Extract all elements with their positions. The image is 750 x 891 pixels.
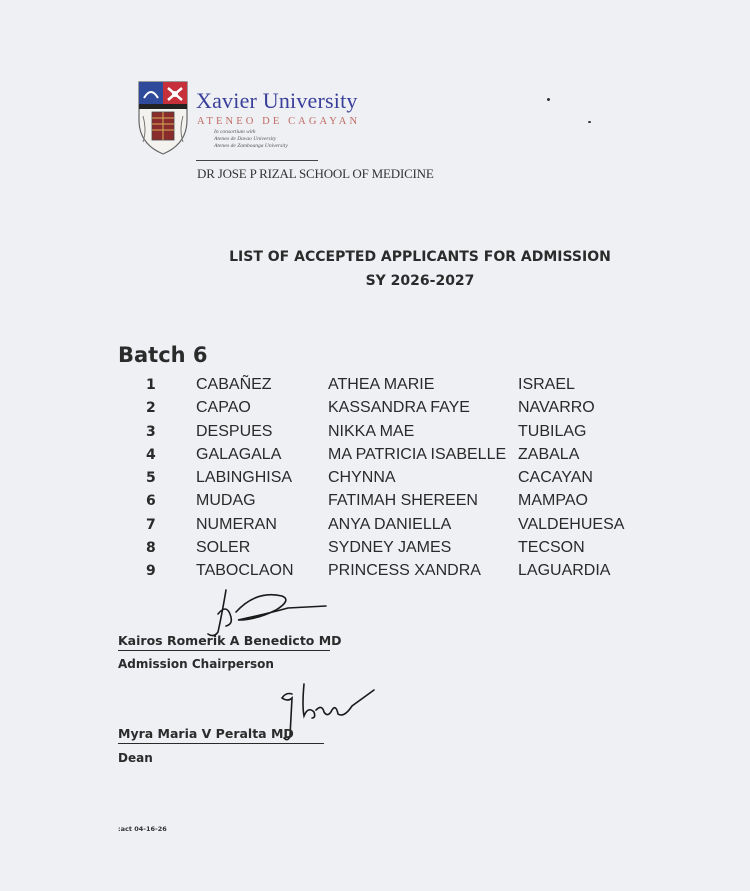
consortium-line: Ateneo de Zamboanga University (214, 143, 288, 149)
applicant-first-name: CHYNNA (328, 469, 396, 487)
signatory-role: Dean (118, 751, 153, 765)
applicant-last-name: MUDAG (196, 492, 256, 510)
applicant-middle-name: CACAYAN (518, 469, 593, 487)
applicant-first-name: SYDNEY JAMES (328, 539, 452, 557)
applicant-last-name: NUMERAN (196, 515, 277, 533)
applicant-last-name: CABAÑEZ (196, 376, 272, 393)
applicant-number: 9 (146, 563, 156, 580)
signature-line (118, 743, 324, 744)
applicant-first-name: MA PATRICIA ISABELLE (328, 445, 507, 463)
batch-heading: Batch 6 (118, 343, 208, 367)
applicant-first-name: ANYA DANIELLA (328, 515, 452, 533)
school-year: SY 2026-2027 (365, 273, 475, 289)
applicant-last-name: DESPUES (196, 422, 273, 440)
signatory-name: Myra Maria V Peralta MD (118, 726, 294, 741)
consortium-line: In consortium with (214, 129, 256, 135)
consortium-note (214, 129, 288, 150)
letterhead-rule (196, 160, 318, 161)
applicant-middle-name: TECSON (518, 539, 585, 557)
applicant-row (0, 560, 750, 583)
applicant-number: 3 (146, 423, 156, 440)
applicant-first-name: ATHEA MARIE (328, 376, 435, 393)
applicant-last-name: SOLER (196, 539, 251, 557)
applicant-number: 4 (146, 446, 156, 463)
scan-speck (547, 98, 550, 101)
applicant-row (0, 467, 750, 490)
applicant-last-name: CAPAO (196, 399, 251, 417)
signature-benedicto (196, 584, 336, 640)
applicant-first-name: PRINCESS XANDRA (328, 562, 481, 580)
university-crest-icon (137, 80, 189, 156)
applicant-middle-name: LAGUARDIA (518, 562, 611, 580)
applicant-number: 5 (146, 470, 156, 487)
consortium-line: Ateneo de Davao University (214, 136, 277, 142)
applicant-row (0, 374, 750, 397)
applicant-row (0, 421, 750, 444)
applicant-middle-name: MAMPAO (518, 492, 588, 510)
applicant-number: 8 (146, 540, 156, 557)
applicant-list (0, 374, 750, 584)
document-footer-code: :act 04-16-26 (118, 825, 167, 833)
applicant-middle-name: ISRAEL (518, 376, 575, 393)
applicant-last-name: LABINGHISA (196, 469, 293, 487)
applicant-number: 2 (146, 400, 156, 417)
applicant-number: 6 (146, 493, 156, 510)
applicant-row (0, 537, 750, 560)
applicant-row (0, 490, 750, 513)
applicant-row (0, 397, 750, 420)
applicant-first-name: FATIMAH SHEREEN (328, 492, 478, 510)
applicant-row (0, 444, 750, 467)
signatory-role: Admission Chairperson (118, 657, 274, 671)
applicant-number: 7 (146, 516, 156, 533)
applicant-last-name: GALAGALA (196, 445, 282, 463)
applicant-middle-name: VALDEHUESA (518, 515, 625, 533)
applicant-middle-name: TUBILAG (518, 422, 587, 440)
applicant-first-name: NIKKA MAE (328, 422, 415, 440)
applicant-number: 1 (146, 377, 156, 393)
signature-line (118, 650, 330, 651)
university-name: Xavier University (196, 88, 358, 113)
scan-speck (588, 121, 591, 123)
applicant-row (0, 514, 750, 537)
applicant-middle-name: ZABALA (518, 445, 580, 463)
document-title: LIST OF ACCEPTED APPLICANTS FOR ADMISSION (229, 249, 611, 265)
university-subtitle: ATENEO DE CAGAYAN (197, 116, 361, 127)
applicant-last-name: TABOCLAON (196, 562, 294, 580)
applicant-first-name: KASSANDRA FAYE (328, 399, 470, 417)
applicant-middle-name: NAVARRO (518, 399, 595, 417)
signatory-name: Kairos Romerik A Benedicto MD (118, 633, 342, 648)
school-name: DR JOSE P RIZAL SCHOOL OF MEDICINE (197, 166, 434, 181)
